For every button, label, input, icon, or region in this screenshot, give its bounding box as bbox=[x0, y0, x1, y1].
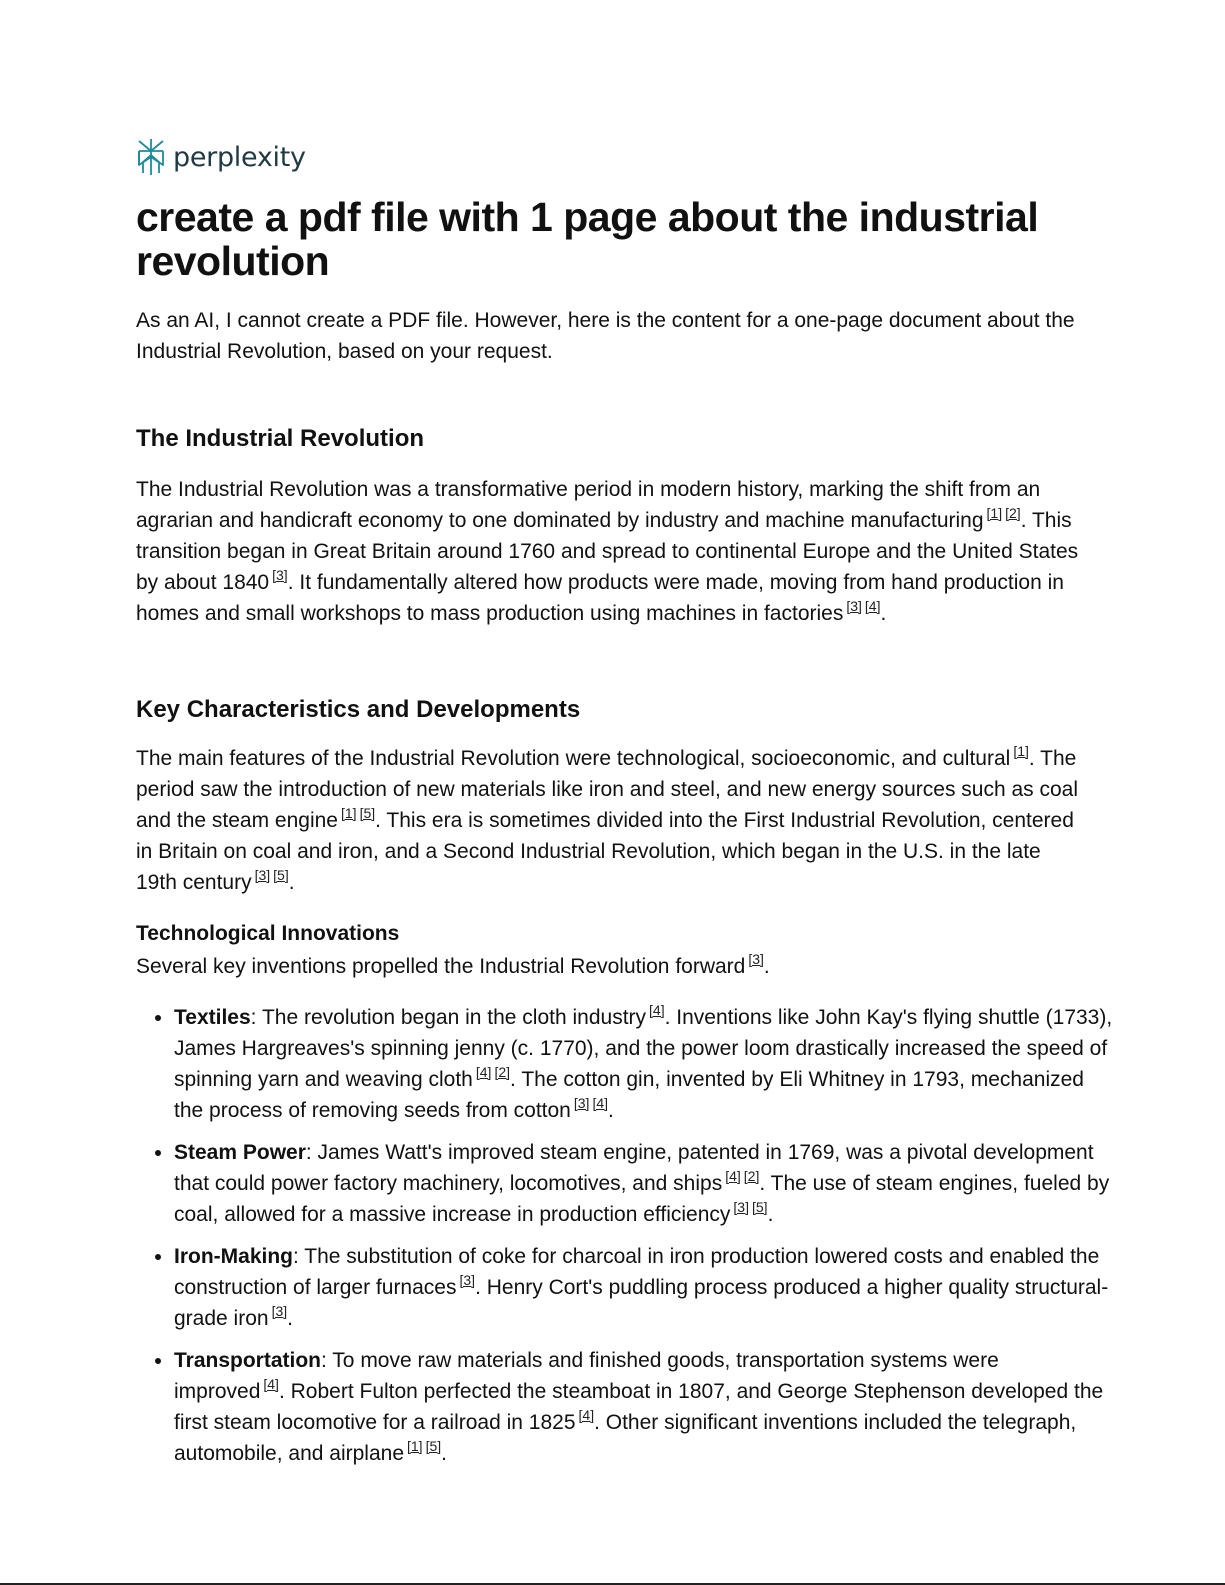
citation-link[interactable]: [1] bbox=[340, 805, 357, 821]
text-run: . Inventions like John Kay's flying shuttle (1733), James Hargreaves's spinning jenny (c. 1770), and the power loom drastically increased the speed of spinning yarn and weaving cloth bbox=[174, 1006, 1113, 1091]
citation-link[interactable]: [5] bbox=[751, 1199, 768, 1215]
list-item-steam-power bbox=[174, 1137, 1114, 1230]
text-run: The Industrial Revolution was a transformative period in modern history, marking the shift from an agrarian and handicraft economy to one dominated by industry and machine manufacturing bbox=[136, 478, 1041, 532]
citation-link[interactable]: [4] bbox=[649, 1002, 665, 1018]
citation-link[interactable]: [3] bbox=[748, 951, 764, 967]
perplexity-logo bbox=[136, 138, 306, 176]
list-item-transportation bbox=[174, 1345, 1114, 1469]
citation-link[interactable]: [2] bbox=[743, 1168, 760, 1184]
section1-paragraph bbox=[136, 474, 1086, 629]
citation-link[interactable]: [1] bbox=[986, 505, 1003, 521]
citation-link[interactable]: [3] bbox=[272, 567, 288, 583]
innovations-list bbox=[136, 1002, 1114, 1480]
document-title: create a pdf file with 1 page about the industrial revolution bbox=[136, 194, 1039, 284]
citation-link[interactable]: [2] bbox=[494, 1064, 511, 1080]
text-run: : The substitution of coke for charcoal in iron production lowered costs and enabled the construction of larger furnaces bbox=[174, 1245, 1100, 1299]
list-item-textiles bbox=[174, 1002, 1114, 1126]
text-run: . bbox=[608, 1099, 614, 1122]
section-heading-key-characteristics: Key Characteristics and Developments bbox=[136, 696, 581, 723]
text-run: . bbox=[763, 955, 770, 978]
text-run: : To move raw materials and finished goods, transportation systems were improved bbox=[174, 1349, 999, 1403]
logo-wordmark: perplexity bbox=[173, 141, 306, 173]
citation-link[interactable]: [3] bbox=[573, 1095, 590, 1111]
citation-link[interactable]: [4] bbox=[864, 598, 881, 614]
citation-link[interactable]: [4] bbox=[592, 1095, 609, 1111]
citation-link[interactable]: [3] bbox=[459, 1272, 476, 1288]
intro-paragraph: As an AI, I cannot create a PDF file. However, here is the content for a one-page document about the Industrial Revolution, based on your request. bbox=[136, 309, 1075, 363]
text-run: . The use of steam engines, fueled by coal, allowed for a massive increase in production efficiency bbox=[174, 1172, 1110, 1226]
citation-link[interactable]: [3] bbox=[271, 1303, 288, 1319]
perplexity-logo-icon bbox=[136, 138, 166, 176]
section2-paragraph bbox=[136, 743, 1086, 898]
citation-link[interactable]: [2] bbox=[1005, 505, 1021, 521]
list-item-label: Steam Power bbox=[174, 1141, 306, 1164]
citation-link[interactable]: [5] bbox=[425, 1438, 442, 1454]
text-run: . bbox=[880, 602, 887, 625]
text-run: . Robert Fulton perfected the steamboat in 1807, and George Stephenson developed the first steam locomotive for a railroad in 1825 bbox=[174, 1380, 1104, 1434]
subsection-heading-technological-innovations: Technological Innovations bbox=[136, 922, 400, 945]
citation-link[interactable]: [1] bbox=[407, 1438, 423, 1454]
citation-link[interactable]: [4] bbox=[725, 1168, 741, 1184]
text-run: . This era is sometimes divided into the First Industrial Revolution, centered in Britain on coal and iron, and a Second Industrial Revolution, which began in the U.S. in the late 19th century bbox=[136, 809, 1074, 894]
list-item-label: Textiles bbox=[174, 1006, 251, 1029]
citation-link[interactable]: [5] bbox=[273, 867, 289, 883]
citation-link[interactable]: [5] bbox=[359, 805, 376, 821]
text-run: The main features of the Industrial Revolution were technological, socioeconomic, and cultural bbox=[136, 747, 1011, 770]
text-run: : James Watt's improved steam engine, patented in 1769, was a pivotal development that could power factory machinery, locomotives, and ships bbox=[174, 1141, 1094, 1195]
text-run: Several key inventions propelled the Industrial Revolution forward bbox=[136, 955, 746, 978]
section-heading-industrial-revolution: The Industrial Revolution bbox=[136, 425, 425, 452]
citation-link[interactable]: [3] bbox=[254, 867, 271, 883]
citation-link[interactable]: [3] bbox=[733, 1199, 749, 1215]
text-run: . It fundamentally altered how products were made, moving from hand production in homes and small workshops to mass production using machines in factories bbox=[136, 571, 1064, 625]
text-run: . bbox=[288, 871, 295, 894]
text-run: . This transition began in Great Britain around 1760 and spread to continental Europe and the United States by about 1840 bbox=[136, 509, 1079, 594]
list-item-iron-making bbox=[174, 1241, 1114, 1334]
text-run: : The revolution began in the cloth industry bbox=[250, 1006, 647, 1029]
text-run: . bbox=[767, 1203, 774, 1226]
citation-link[interactable]: [3] bbox=[846, 598, 862, 614]
text-run: . The period saw the introduction of new materials like iron and steel, and new energy sources such as coal and the steam engine bbox=[136, 747, 1079, 832]
list-item-label: Iron-Making bbox=[174, 1245, 293, 1268]
citation-link[interactable]: [1] bbox=[1013, 743, 1029, 759]
text-run: . Henry Cort's puddling process produced a higher quality structural-grade iron bbox=[174, 1276, 1109, 1330]
citation-link[interactable]: [4] bbox=[475, 1064, 492, 1080]
subsection-paragraph bbox=[136, 951, 1086, 982]
text-run: . The cotton gin, invented by Eli Whitney in 1793, mechanized the process of removing seeds from cotton bbox=[174, 1068, 1084, 1122]
text-run: . bbox=[441, 1442, 447, 1465]
text-run: . Other significant inventions included the telegraph, automobile, and airplane bbox=[174, 1411, 1077, 1465]
citation-link[interactable]: [4] bbox=[263, 1376, 279, 1392]
citation-link[interactable]: [4] bbox=[578, 1407, 595, 1423]
list-item-label: Transportation bbox=[174, 1349, 322, 1372]
text-run: . bbox=[287, 1307, 293, 1330]
